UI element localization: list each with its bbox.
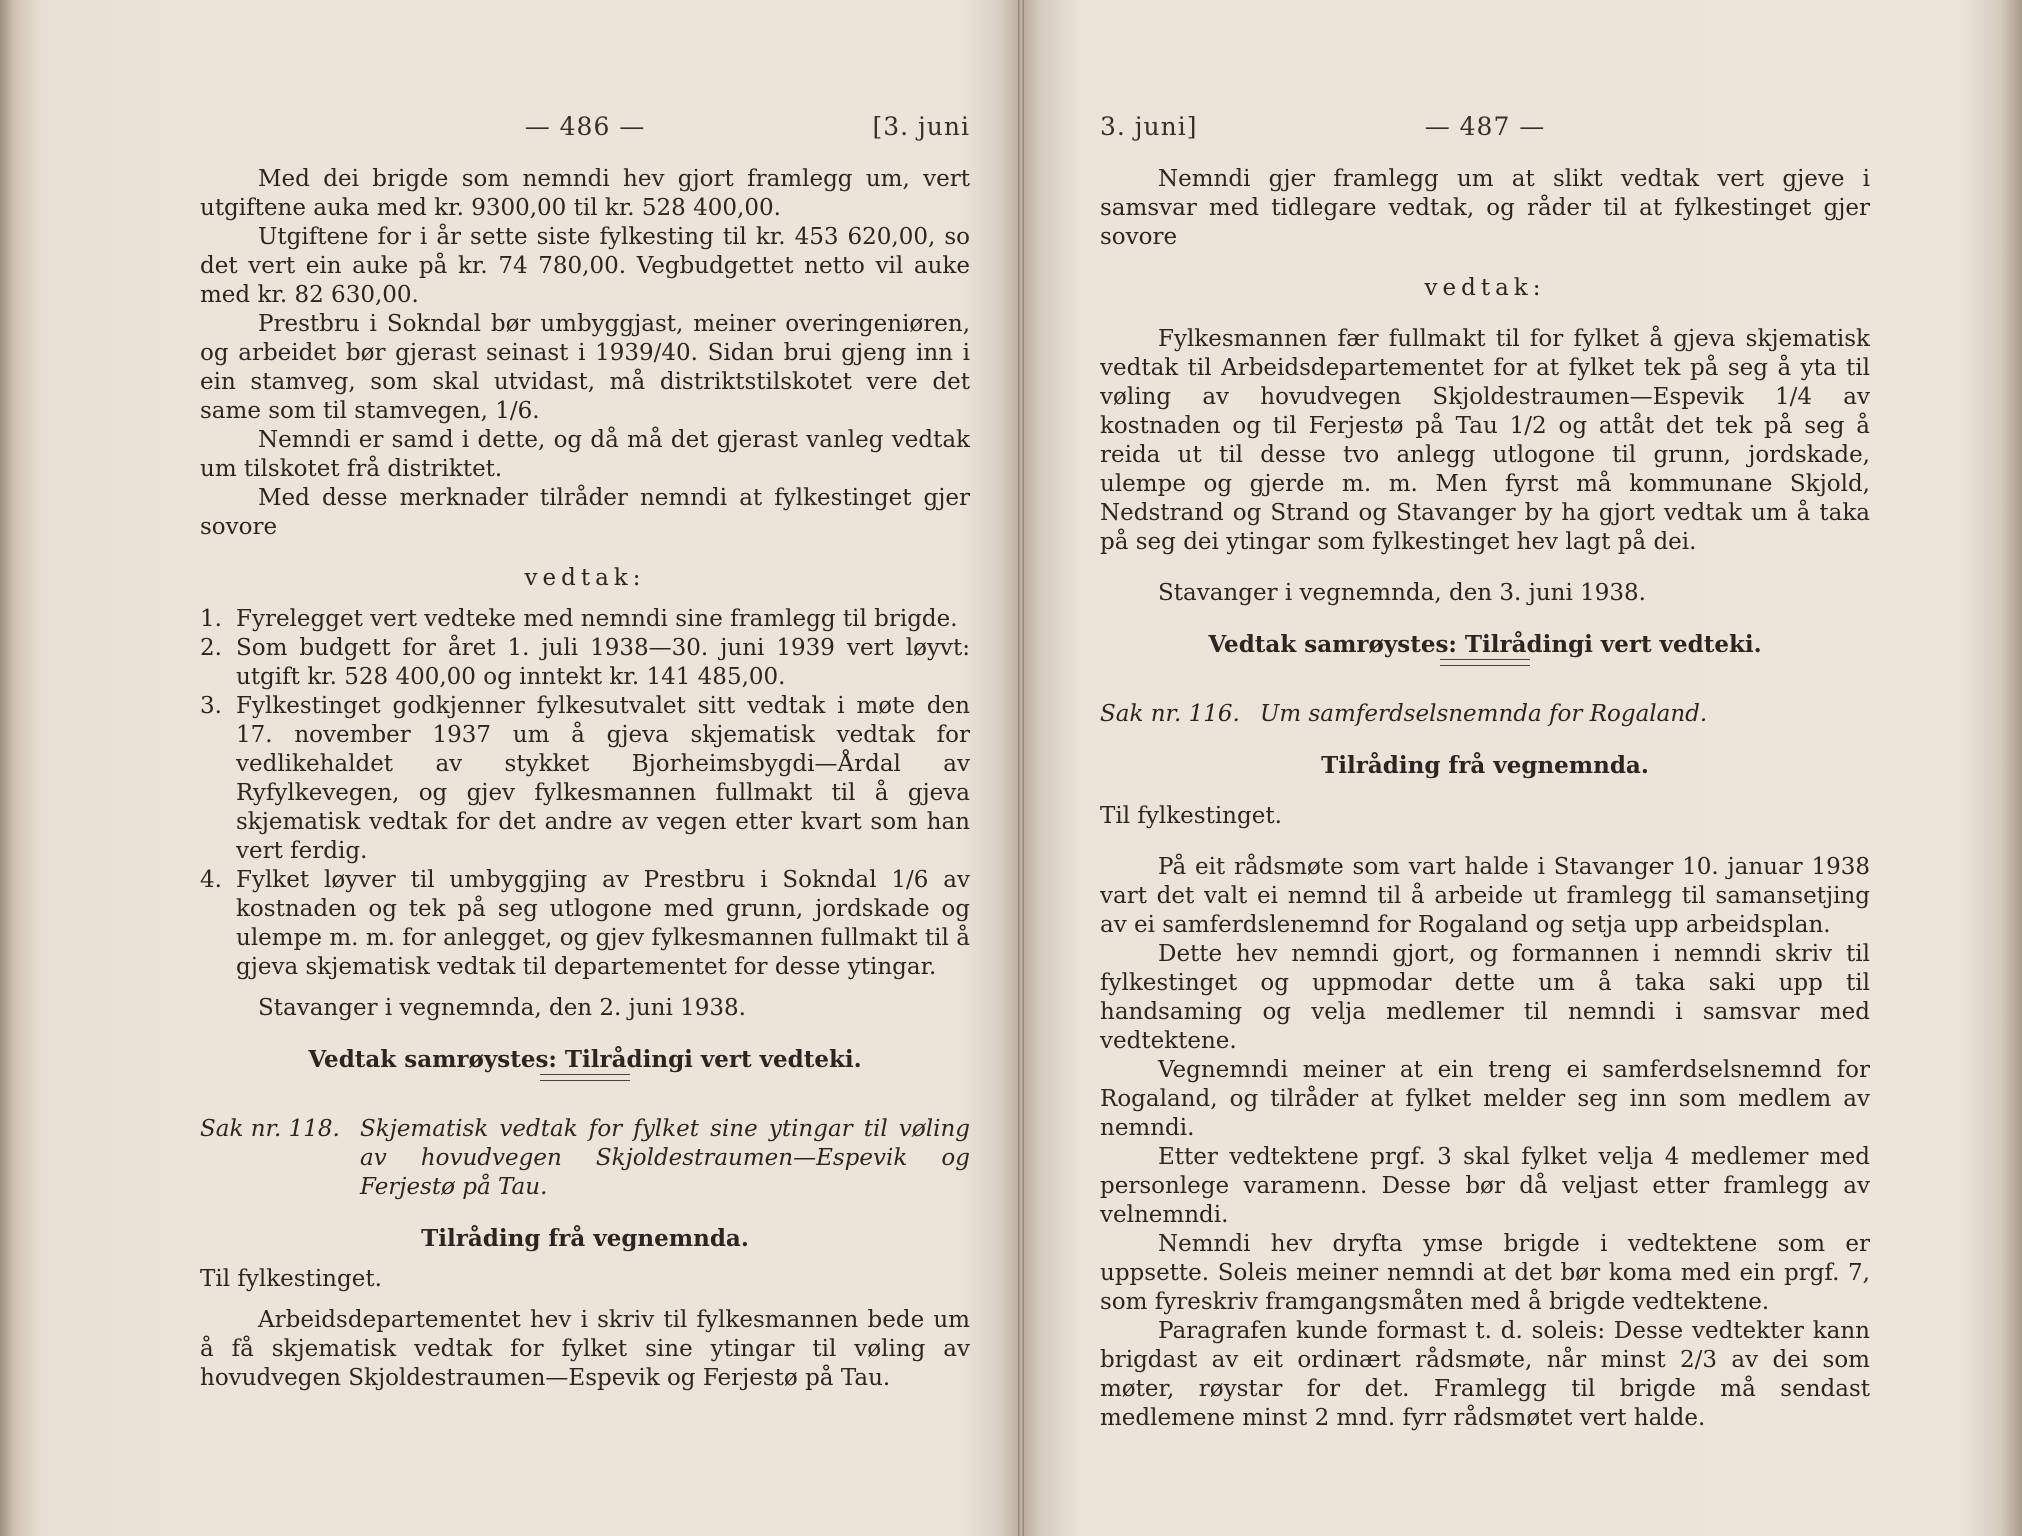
resolution-statement: Vedtak samrøystes: Tilrådingi vert vedteki. xyxy=(308,1046,862,1073)
list-text: Fylket løyver til umbyggjing av Prestbru i Sokndal 1/6 av kostnaden og tek på seg utlogone med grunn, jordskade og ulempe m. m. for anlegget, og gjev fylkesmannen fullmakt til å gjeva skjematisk vedtak til departementet for desse ytingar. xyxy=(236,867,970,980)
right-page-body xyxy=(1100,165,1870,1433)
left-page xyxy=(200,0,970,1536)
paragraph: Nemndi gjer framlegg um at slikt vedtak vert gjeve i samsvar med tidlegare vedtak, og råder til at fylkestinget gjer sovore xyxy=(1100,166,1870,250)
list-number: 1. xyxy=(200,606,222,632)
page-number: — 487 — xyxy=(1424,112,1546,141)
paragraph: Med desse merknader tilråder nemndi at fylkestinget gjer sovore xyxy=(200,485,970,540)
vedtak-heading: vedtak: xyxy=(1424,275,1546,301)
paragraph: Med dei brigde som nemndi hev gjort framlegg um, vert utgiftene auka med kr. 9300,00 til kr. 528 400,00. xyxy=(200,166,970,221)
paragraph: Fylkesmannen fær fullmakt til for fylket å gjeva skjematisk vedtak til Arbeidsdepartementet for at fylket tek på seg å yta til vøling av hovudvegen Skjoldestraumen—Espevik 1/4 av kostnaden og til Ferjestø på Tau 1/2 og attåt det tek på seg å reida ut til desse tvo anlegg utlogone til grunn, jordskade, ulempe og gjerde m. m. Men fyrst må kommunane Skjold, Nedstrand og Strand og Stavanger by ha gjort vedtak um å taka på seg dei ytingar som fylkestinget hev lagt på dei. xyxy=(1100,326,1870,555)
date-header: [3. juni xyxy=(872,112,970,141)
list-item xyxy=(200,634,970,692)
salutation: Til fylkestinget. xyxy=(200,1266,382,1292)
list-item xyxy=(200,866,970,982)
right-page xyxy=(1100,0,1870,1536)
paragraph: Arbeidsdepartementet hev i skriv til fylkesmannen bede um å få skjematisk vedtak for fylket sine ytingar til vøling av hovudvegen Skjoldestraumen—Espevik og Ferjestø på Tau. xyxy=(200,1307,970,1391)
case-number: Sak nr. 118. xyxy=(200,1116,340,1142)
paragraph: Utgiftene for i år sette siste fylkesting til kr. 453 620,00, so det vert ein auke på kr. 74 780,00. Vegbudgettet netto vil auke med kr. 82 630,00. xyxy=(200,224,970,308)
section-divider xyxy=(1440,659,1530,666)
paragraph: Vegnemndi meiner at ein treng ei samferdselsnemnd for Rogaland, og tilråder at fylket melder seg inn som medlem av nemndi. xyxy=(1100,1057,1870,1141)
list-number: 4. xyxy=(200,867,222,893)
page-number: — 486 — xyxy=(524,112,646,141)
case-heading xyxy=(1100,700,1870,729)
case-title: Um samferdselsnemnda for Rogaland. xyxy=(1260,701,1708,727)
resolution-statement: Vedtak samrøystes: Tilrådingi vert vedteki. xyxy=(1208,631,1762,658)
case-number: Sak nr. 116. xyxy=(1100,701,1240,727)
case-heading xyxy=(200,1115,970,1202)
resolution-list xyxy=(200,605,970,982)
paragraph: Nemndi er samd i dette, og då må det gjerast vanleg vedtak um tilskotet frå distriktet. xyxy=(200,427,970,482)
list-item xyxy=(200,692,970,866)
section-divider xyxy=(540,1074,630,1081)
vedtak-heading: vedtak: xyxy=(524,565,646,591)
paragraph: Nemndi hev dryfta ymse brigde i vedtektene som er uppsette. Soleis meiner nemndi at det bør koma med ein prgf. 7, som fyreskriv framgangsmåten med å brigde vedtektene. xyxy=(1100,1231,1870,1315)
place-date: Stavanger i vegnemnda, den 2. juni 1938. xyxy=(258,995,746,1021)
case-title: Skjematisk vedtak for fylket sine ytingar til vøling av hovudvegen Skjoldestraumen—Espevik og Ferjestø på Tau. xyxy=(360,1116,970,1200)
left-page-body xyxy=(200,165,970,1393)
paragraph: Etter vedtektene prgf. 3 skal fylket velja 4 medlemer med personlege varamenn. Desse bør då veljast etter framlegg av velnemndi. xyxy=(1100,1144,1870,1228)
list-number: 2. xyxy=(200,635,222,661)
list-item xyxy=(200,605,970,634)
recommendation-heading: Tilråding frå vegnemnda. xyxy=(421,1225,749,1252)
list-text: Fyrelegget vert vedteke med nemndi sine framlegg til brigde. xyxy=(236,606,958,632)
place-date: Stavanger i vegnemnda, den 3. juni 1938. xyxy=(1158,580,1646,606)
paragraph: Paragrafen kunde formast t. d. soleis: Desse vedtekter kann brigdast av eit ordinært rådsmøte, når minst 2/3 av dei som møter, røystar for det. Framlegg til brigde må sendast medlemene minst 2 mnd. fyrr rådsmøtet vert halde. xyxy=(1100,1318,1870,1431)
salutation: Til fylkestinget. xyxy=(1100,803,1282,829)
paragraph: På eit rådsmøte som vart halde i Stavanger 10. januar 1938 vart det valt ei nemnd til å arbeide ut framlegg til samansetjing av ei samferdslenemnd for Rogaland og setja upp arbeidsplan. xyxy=(1100,854,1870,938)
book-gutter xyxy=(1018,0,1024,1536)
recommendation-heading: Tilråding frå vegnemnda. xyxy=(1321,752,1649,779)
date-header: 3. juni] xyxy=(1100,112,1198,141)
list-text: Fylkestinget godkjenner fylkesutvalet sitt vedtak i møte den 17. november 1937 um å gjeva skjematisk vedtak for vedlikehaldet av stykket Bjorheimsbygdi—Årdal av Ryfylkevegen, og gjev fylkesmannen fullmakt til å gjeva skjematisk vedtak for det andre av vegen etter kvart som han vert ferdig. xyxy=(236,693,970,864)
paragraph: Dette hev nemndi gjort, og formannen i nemndi skriv til fylkestinget og uppmodar dette um å taka saki upp til handsaming og velja medlemer til nemndi i samsvar med vedtektene. xyxy=(1100,941,1870,1054)
list-text: Som budgett for året 1. juli 1938—30. juni 1939 vert løyvt: utgift kr. 528 400,00 og inntekt kr. 141 485,00. xyxy=(236,635,970,690)
list-number: 3. xyxy=(200,693,222,719)
paragraph: Prestbru i Sokndal bør umbyggjast, meiner overingeniøren, og arbeidet bør gjerast seinast i 1939/40. Sidan brui gjeng inn i ein stamveg, som skal utvidast, må distriktstilskotet vere det same som til stamvegen, 1/6. xyxy=(200,311,970,424)
